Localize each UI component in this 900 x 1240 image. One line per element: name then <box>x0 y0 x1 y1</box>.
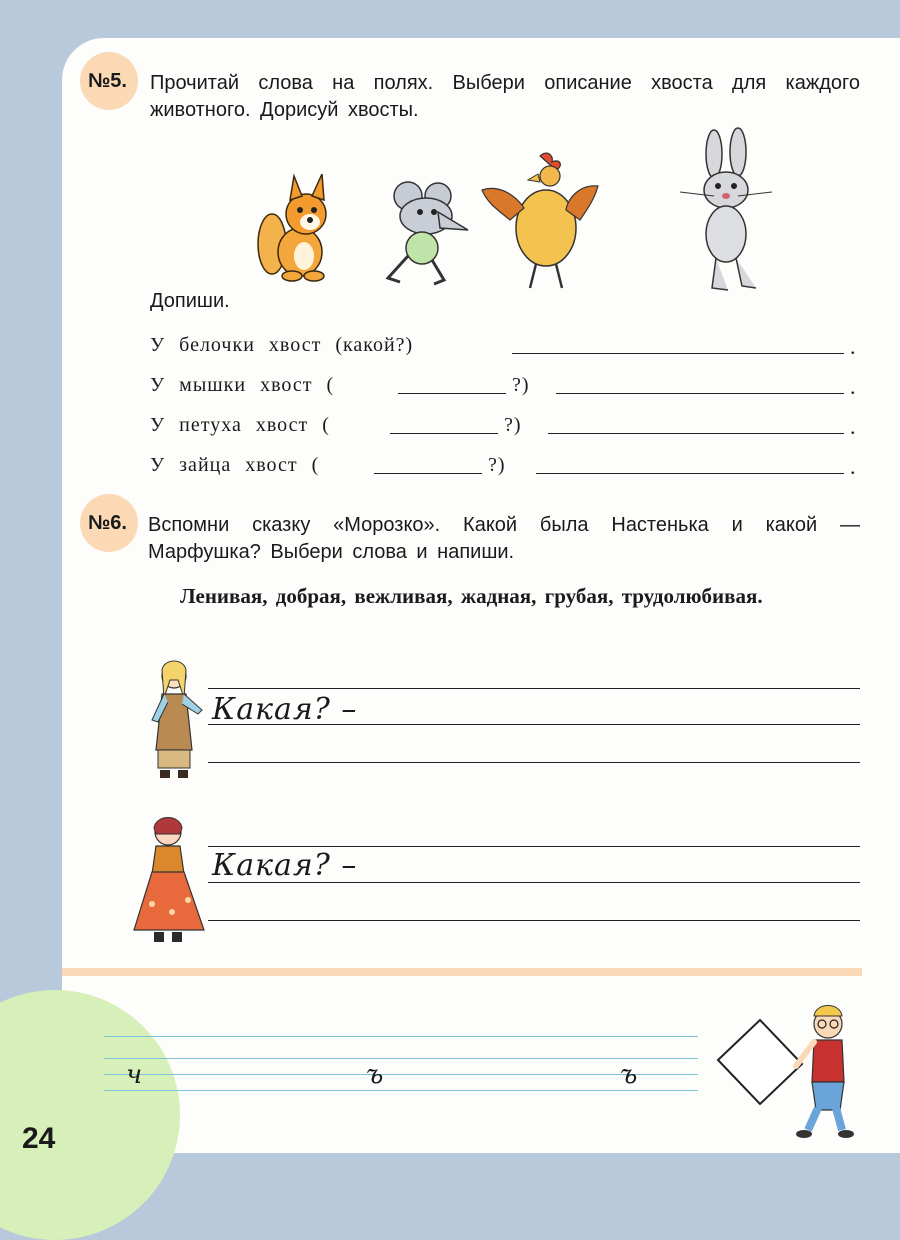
task6-instruction: Вспомни сказку «Морозко». Какой была Настенька и какой — Марфушка? Выбери слова и напиши. <box>148 514 860 563</box>
end-mark: . <box>850 374 856 399</box>
marfushka-picture <box>132 812 206 948</box>
task5-number: №5. <box>88 70 127 92</box>
squirrel-tail-label: У белочки хвост (какой?) <box>150 334 414 356</box>
hare-tail-word-line[interactable] <box>374 473 482 474</box>
marfushka-line-2[interactable] <box>208 882 860 883</box>
section-divider <box>62 968 862 976</box>
copy-letter-3: ъ <box>620 1060 638 1090</box>
nastenka-line-3[interactable] <box>208 762 860 763</box>
nastenka-answer-prompt: Какая? – <box>212 692 358 727</box>
squirrel-picture <box>258 172 338 284</box>
hare-tail-answer-line[interactable] <box>536 473 844 474</box>
word-bank: Ленивая, добрая, вежливая, жадная, грубая, трудолюбивая. <box>180 584 763 608</box>
rooster-tail-word-line[interactable] <box>390 433 498 434</box>
end-mark: . <box>850 454 856 479</box>
task5-prompt: Допиши. <box>150 290 230 312</box>
marfushka-answer-prompt: Какая? – <box>212 848 358 883</box>
task5-instruction: Прочитай слова на полях. Выбери описание хвоста для каждого животного. Дорисуй хвосты. <box>150 72 860 121</box>
marfushka-line-1[interactable] <box>208 846 860 847</box>
hare-tail-label: У зайца хвост ( <box>150 454 320 476</box>
nastenka-line-1[interactable] <box>208 688 860 689</box>
copybook-line-4 <box>104 1090 698 1091</box>
mouse-tail-answer-line[interactable] <box>556 393 844 394</box>
mouse-tail-word-line[interactable] <box>398 393 506 394</box>
end-mark: . <box>850 334 856 359</box>
hare-picture <box>680 130 772 292</box>
squirrel-tail-answer-line[interactable] <box>512 353 844 354</box>
nastenka-picture <box>148 658 208 782</box>
nastenka-line-2[interactable] <box>208 724 860 725</box>
mouse-tail-close: ?) <box>512 374 530 396</box>
rooster-picture <box>480 150 600 290</box>
marfushka-line-3[interactable] <box>208 920 860 921</box>
rooster-tail-close: ?) <box>504 414 522 436</box>
rooster-tail-label: У петуха хвост ( <box>150 414 330 436</box>
boy-with-sign-picture <box>716 1000 866 1140</box>
hare-tail-close: ?) <box>488 454 506 476</box>
copy-letter-1: ч <box>126 1060 143 1090</box>
page-number: 24 <box>22 1122 56 1155</box>
copybook-line-1 <box>104 1036 698 1037</box>
rooster-tail-answer-line[interactable] <box>548 433 844 434</box>
task6-number: №6. <box>88 512 127 534</box>
copy-letter-2: ъ <box>366 1060 384 1090</box>
copybook-line-2 <box>104 1058 698 1059</box>
end-mark: . <box>850 414 856 439</box>
mouse-tail-label: У мышки хвост ( <box>150 374 335 396</box>
mouse-picture <box>378 182 470 288</box>
copybook-line-3 <box>104 1074 698 1075</box>
